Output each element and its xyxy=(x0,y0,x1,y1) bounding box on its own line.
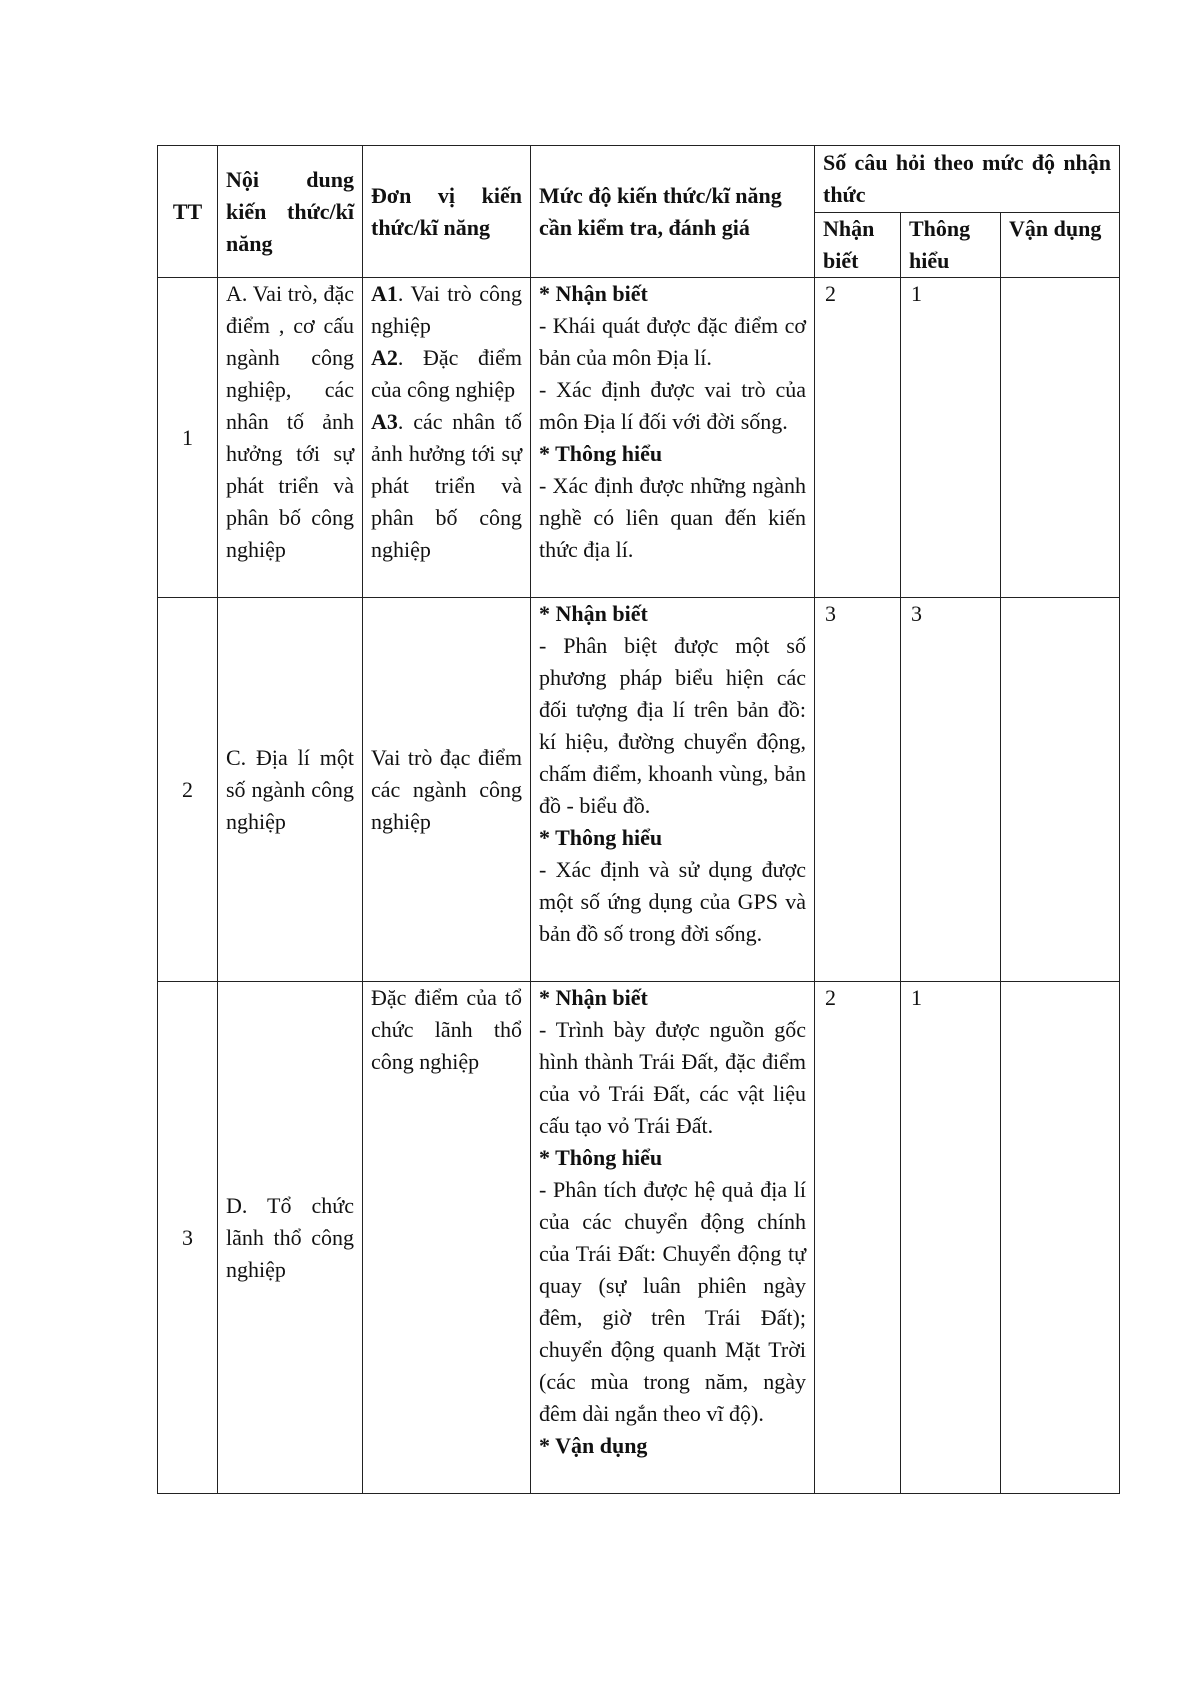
level-cell xyxy=(531,982,815,1494)
count-understand: 1 xyxy=(901,982,1001,1494)
count-apply xyxy=(1001,598,1120,982)
count-understand: 3 xyxy=(901,598,1001,982)
unit-item: A3. các nhân tố ảnh hưởng tới sự phát triển và phân bố công nghiệp xyxy=(371,409,522,562)
level-cell xyxy=(531,278,815,598)
row-number: 3 xyxy=(158,982,218,1494)
level-item: - Xác định được những ngành nghề có liên quan đến kiến thức địa lí. xyxy=(539,473,806,562)
table-row xyxy=(158,982,1120,1494)
unit-item: A1. Vai trò công nghiệp xyxy=(371,281,522,338)
header-row-1 xyxy=(158,146,1120,213)
level-item: - Trình bày được nguồn gốc hình thành Trái Đất, đặc điểm của vỏ Trái Đất, các vật liệu cấu tạo vỏ Trái Đất. xyxy=(539,1017,806,1138)
header-unit: Đơn vị kiến thức/kĩ năng xyxy=(363,146,531,278)
understand-heading: * Thông hiểu xyxy=(539,1145,663,1170)
understand-heading: * Thông hiểu xyxy=(539,441,663,466)
table-row xyxy=(158,598,1120,982)
table-row xyxy=(158,278,1120,598)
content-cell: C. Địa lí một số ngành công nghiệp xyxy=(218,598,363,982)
count-apply xyxy=(1001,982,1120,1494)
count-recognize: 2 xyxy=(815,278,901,598)
unit-cell: Vai trò đạc điểm các ngành công nghiệp xyxy=(363,598,531,982)
content-cell: D. Tổ chức lãnh thổ công nghiệp xyxy=(218,982,363,1494)
unit-item: A2. Đặc điểm của công nghiệp xyxy=(371,345,522,402)
apply-heading: * Vận dụng xyxy=(539,1433,648,1458)
level-cell xyxy=(531,598,815,982)
recognize-heading: * Nhận biết xyxy=(539,985,648,1010)
count-apply xyxy=(1001,278,1120,598)
header-tt: TT xyxy=(158,146,218,278)
header-question-count: Số câu hỏi theo mức độ nhận thức xyxy=(815,146,1120,213)
understand-heading: * Thông hiểu xyxy=(539,825,663,850)
header-content: Nội dung kiến thức/kĩ năng xyxy=(218,146,363,278)
count-understand: 1 xyxy=(901,278,1001,598)
header-apply: Vận dụng xyxy=(1001,213,1120,278)
level-item: - Xác định được vai trò của môn Địa lí đối với đời sống. xyxy=(539,377,806,434)
count-recognize: 2 xyxy=(815,982,901,1494)
unit-cell: Đặc điểm của tổ chức lãnh thổ công nghiệp xyxy=(363,982,531,1494)
content-cell: A. Vai trò, đặc điểm , cơ cấu ngành công nghiệp, các nhân tố ảnh hưởng tới sự phát triển và phân bố công nghiệp xyxy=(218,278,363,598)
row-number: 2 xyxy=(158,598,218,982)
level-item: - Khái quát được đặc điểm cơ bản của môn Địa lí. xyxy=(539,313,806,370)
level-item: - Xác định và sử dụng được một số ứng dụng của GPS và bản đồ số trong đời sống. xyxy=(539,857,806,946)
header-level: Mức độ kiến thức/kĩ năng cần kiểm tra, đánh giá xyxy=(531,146,815,278)
recognize-heading: * Nhận biết xyxy=(539,281,648,306)
recognize-heading: * Nhận biết xyxy=(539,601,648,626)
unit-cell xyxy=(363,278,531,598)
count-recognize: 3 xyxy=(815,598,901,982)
header-understand: Thông hiểu xyxy=(901,213,1001,278)
level-item: - Phân biệt được một số phương pháp biểu hiện các đối tượng địa lí trên bản đồ: kí hiệu, đường chuyển động, chấm điểm, khoanh vùng, bản đồ - biểu đồ. xyxy=(539,633,806,818)
assessment-matrix-table xyxy=(157,145,1120,1494)
row-number: 1 xyxy=(158,278,218,598)
header-recognize: Nhận biết xyxy=(815,213,901,278)
level-item: - Phân tích được hệ quả địa lí của các chuyển động chính của Trái Đất: Chuyển động tự quay (sự luân phiên ngày đêm, giờ trên Trái Đất); chuyển động quanh Mặt Trời (các mùa trong năm, ngày đêm dài ngắn theo vĩ độ). xyxy=(539,1177,806,1426)
